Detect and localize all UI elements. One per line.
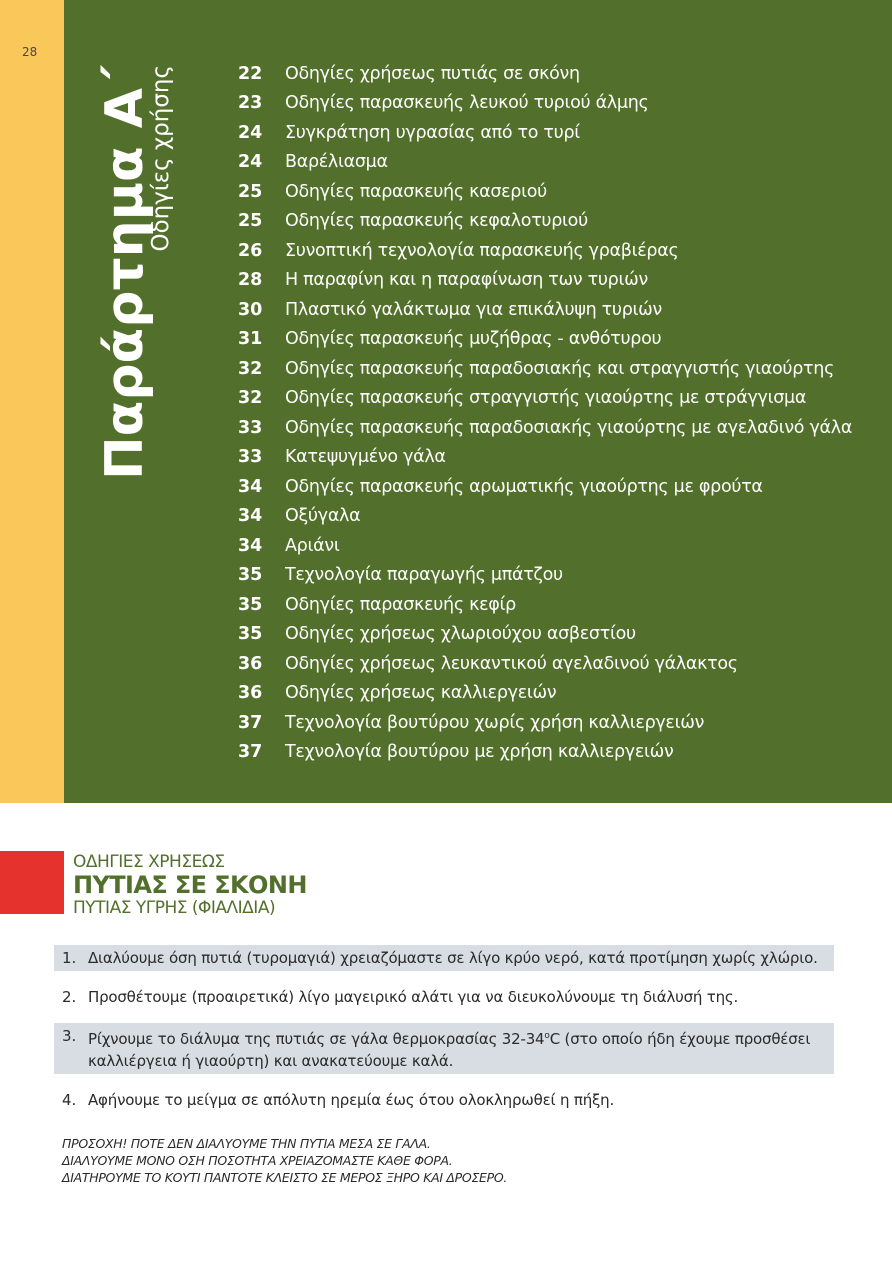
step-text	[88, 1025, 826, 1072]
toc-entry[interactable]	[238, 590, 878, 620]
appendix-title: Παράρτημα Α΄	[95, 65, 155, 480]
toc-page-number: 37	[238, 712, 263, 733]
step-item	[54, 945, 834, 971]
toc-entry[interactable]	[238, 708, 878, 738]
section-heading	[73, 852, 307, 918]
toc-title: Συγκράτηση υγρασίας από το τυρί	[285, 122, 580, 143]
toc-entry[interactable]	[238, 384, 878, 414]
step-text-part: C (στο οποίο ήδη έχουμε προσθέσει καλλιέργεια ή γιαούρτη) και ανακατεύουμε καλά.	[88, 1030, 811, 1070]
toc-page-number: 35	[238, 594, 263, 615]
toc-title: Τεχνολογία παραγωγής μπάτζου	[285, 565, 563, 586]
toc-page-number: 36	[238, 683, 263, 704]
toc-title: Συνοπτική τεχνολογία παρασκευής γραβιέρας	[285, 240, 679, 261]
toc-page-number: 32	[238, 358, 263, 379]
warning-line: ΔΙΑΛΥΟΥΜΕ ΜΟΝΟ ΟΣΗ ΠΟΣΟΤΗΤΑ ΧΡΕΙΑΖΟΜΑΣΤΕ ΚΑΘΕ ΦΟΡΑ.	[62, 1153, 453, 1168]
step-number: 4.	[62, 1091, 77, 1109]
section-marker	[0, 851, 64, 914]
step-text: Προσθέτουμε (προαιρετικά) λίγο μαγειρικό αλάτι για να διευκολύνουμε τη διάλυσή της.	[88, 988, 739, 1006]
toc-entry[interactable]	[238, 561, 878, 591]
step-item	[54, 984, 834, 1010]
toc-title: Οδηγίες παρασκευής παραδοσιακής γιαούρτης με αγελαδινό γάλα	[285, 417, 853, 438]
page-number: 28	[22, 45, 38, 59]
step-number: 2.	[62, 988, 77, 1006]
toc-entry[interactable]	[238, 413, 878, 443]
toc-title: Οδηγίες παρασκευής αρωματικής γιαούρτης με φρούτα	[285, 476, 763, 497]
section-heading-line1: ΟΔΗΓΙΕΣ ΧΡΗΣΕΩΣ	[73, 852, 225, 872]
step-text-part: Ρίχνουμε το διάλυμα της πυτιάς σε γάλα θερμοκρασίας 32-34	[88, 1030, 545, 1048]
toc-page-number: 24	[238, 122, 263, 143]
toc-title: Τεχνολογία βουτύρου με χρήση καλλιεργειών	[285, 742, 674, 763]
toc-entry[interactable]	[238, 236, 878, 266]
warning-line: ΔΙΑΤΗΡΟΥΜΕ ΤΟ ΚΟΥΤΙ ΠΑΝΤΟΤΕ ΚΛΕΙΣΤΟ ΣΕ ΜΕΡΟΣ ΞΗΡΟ ΚΑΙ ΔΡΟΣΕΡΟ.	[62, 1170, 508, 1185]
toc-entry[interactable]	[238, 148, 878, 178]
toc-entry[interactable]	[238, 531, 878, 561]
toc-title: Πλαστικό γαλάκτωμα για επικάλυψη τυριών	[285, 299, 662, 320]
toc-page-number: 34	[238, 535, 263, 556]
toc-title: Τεχνολογία βουτύρου χωρίς χρήση καλλιεργειών	[285, 712, 705, 733]
section-heading-line3: ΠΥΤΙΑΣ ΥΓΡΗΣ (ΦΙΑΛΙΔΙΑ)	[73, 898, 276, 918]
toc-page-number: 23	[238, 93, 263, 114]
toc-title: Οδηγίες χρήσεως χλωριούχου ασβεστίου	[285, 624, 636, 645]
warning-note	[62, 1135, 507, 1186]
toc-title: Η παραφίνη και η παραφίνωση των τυριών	[285, 270, 648, 291]
step-item	[54, 1087, 834, 1113]
toc-page-number: 33	[238, 447, 263, 468]
toc-page-number: 35	[238, 565, 263, 586]
toc-title: Αριάνι	[285, 535, 340, 556]
toc-page-number: 33	[238, 417, 263, 438]
toc-entry[interactable]	[238, 177, 878, 207]
toc-page-number: 28	[238, 270, 263, 291]
toc-title: Οδηγίες παρασκευής λευκού τυριού άλμης	[285, 93, 649, 114]
toc-title: Οδηγίες χρήσεως πυτιάς σε σκόνη	[285, 63, 580, 84]
toc-page-number: 26	[238, 240, 263, 261]
toc-page-number: 37	[238, 742, 263, 763]
toc-title: Οδηγίες παρασκευής στραγγιστής γιαούρτης με στράγγισμα	[285, 388, 807, 409]
toc-page-number: 22	[238, 63, 263, 84]
toc-page-number: 25	[238, 181, 263, 202]
degree-superscript: ο	[544, 1031, 550, 1041]
toc-title: Οδηγίες παρασκευής κεφίρ	[285, 594, 516, 615]
toc-page-number: 36	[238, 653, 263, 674]
step-text: Αφήνουμε το μείγμα σε απόλυτη ηρεμία έως ότου ολοκληρωθεί η πήξη.	[88, 1091, 615, 1109]
toc-page-number: 30	[238, 299, 263, 320]
instruction-steps	[54, 945, 834, 1113]
toc-page-number: 32	[238, 388, 263, 409]
step-number: 3.	[62, 1027, 77, 1045]
toc-page-number: 24	[238, 152, 263, 173]
toc-title: Οδηγίες χρήσεως λευκαντικού αγελαδινού γάλακτος	[285, 653, 738, 674]
toc-title: Οδηγίες παρασκευής παραδοσιακής και στραγγιστής γιαούρτης	[285, 358, 835, 379]
appendix-subtitle: Οδηγίες χρήσης	[148, 65, 174, 252]
step-text: Διαλύουμε όση πυτιά (τυρομαγιά) χρειαζόμαστε σε λίγο κρύο νερό, κατά προτίμηση χωρίς χλώριο.	[88, 949, 818, 967]
toc-entry[interactable]	[238, 266, 878, 296]
toc-entry[interactable]	[238, 443, 878, 473]
toc-entry[interactable]	[238, 89, 878, 119]
toc-page-number: 31	[238, 329, 263, 350]
toc-page-number: 35	[238, 624, 263, 645]
toc-title: Κατεψυγμένο γάλα	[285, 447, 446, 468]
toc-title: Οδηγίες παρασκευής μυζήθρας - ανθότυρου	[285, 329, 662, 350]
table-of-contents	[238, 59, 878, 767]
warning-line: ΠΡΟΣΟΧΗ! ΠΟΤΕ ΔΕΝ ΔΙΑΛΥΟΥΜΕ ΤΗΝ ΠΥΤΙΑ ΜΕΣΑ ΣΕ ΓΑΛΑ.	[62, 1136, 431, 1151]
toc-page-number: 34	[238, 476, 263, 497]
toc-entry[interactable]	[238, 354, 878, 384]
step-item	[54, 1023, 834, 1074]
toc-entry[interactable]	[238, 118, 878, 148]
toc-entry[interactable]	[238, 679, 878, 709]
toc-title: Οξύγαλα	[285, 506, 361, 527]
toc-title: Οδηγίες παρασκευής κεφαλοτυριού	[285, 211, 588, 232]
toc-entry[interactable]	[238, 295, 878, 325]
yellow-side-strip	[0, 0, 64, 803]
toc-title: Οδηγίες χρήσεως καλλιεργειών	[285, 683, 557, 704]
toc-entry[interactable]	[238, 502, 878, 532]
toc-entry[interactable]	[238, 472, 878, 502]
toc-entry[interactable]	[238, 59, 878, 89]
step-number: 1.	[62, 949, 77, 967]
toc-page-number: 34	[238, 506, 263, 527]
section-heading-title: ΠΥΤΙΑΣ ΣΕ ΣΚΟΝΗ	[73, 871, 307, 899]
toc-page-number: 25	[238, 211, 263, 232]
toc-entry[interactable]	[238, 620, 878, 650]
toc-title: Βαρέλιασμα	[285, 152, 388, 173]
toc-title: Οδηγίες παρασκευής κασεριού	[285, 181, 547, 202]
toc-entry[interactable]	[238, 649, 878, 679]
toc-entry[interactable]	[238, 207, 878, 237]
toc-entry[interactable]	[238, 738, 878, 768]
toc-entry[interactable]	[238, 325, 878, 355]
